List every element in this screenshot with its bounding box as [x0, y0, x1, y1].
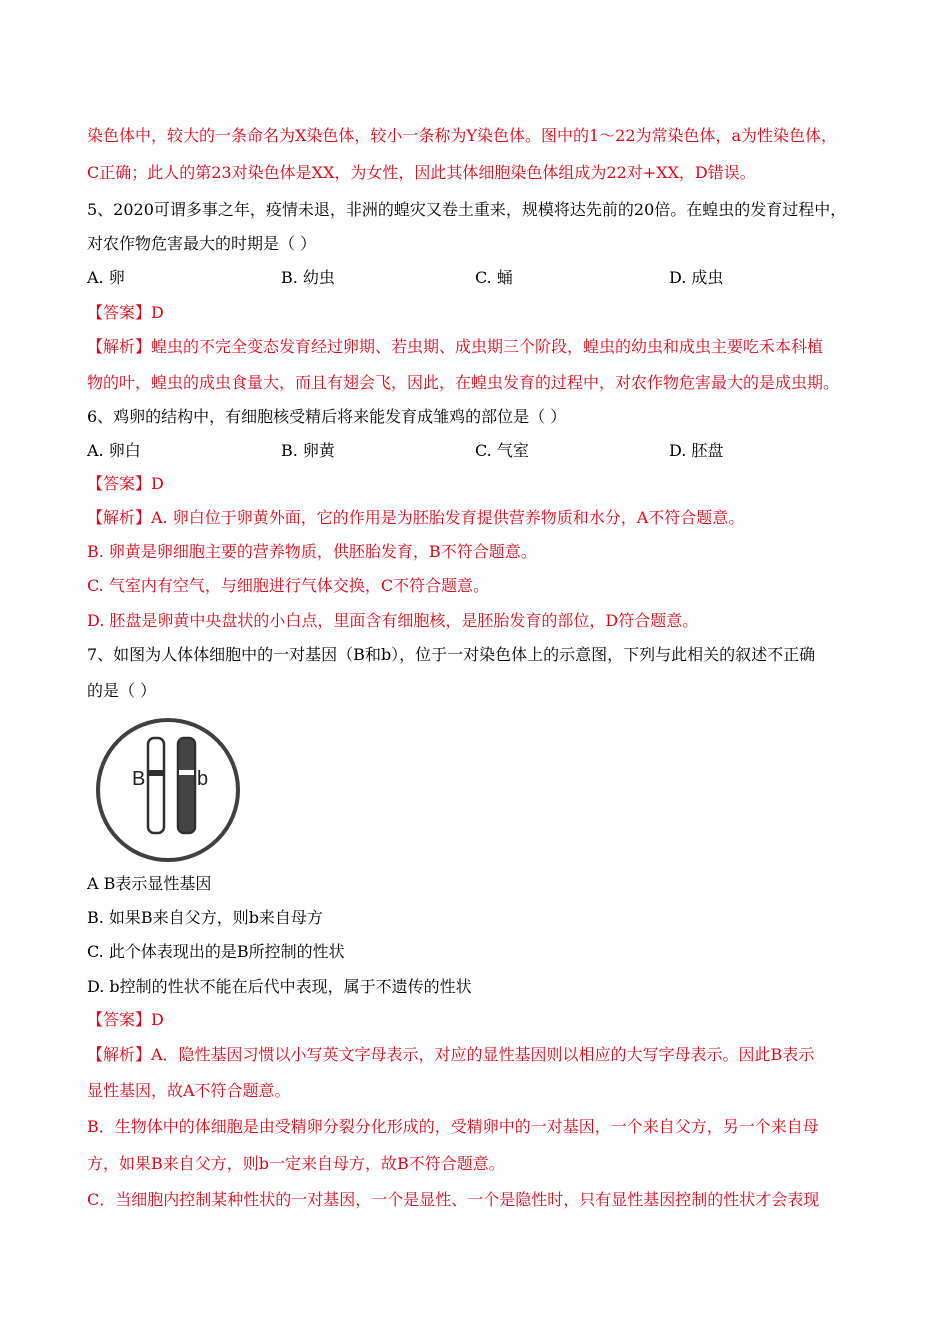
- q6-option-b: B. 卵黄: [281, 441, 335, 460]
- chromosome-left: [148, 738, 164, 833]
- q5-option-a: A. 卵: [87, 268, 125, 287]
- q7-analysis-line-2: 显性基因，故A不符合题意。: [87, 1081, 291, 1100]
- q5-option-b: B. 幼虫: [281, 268, 335, 287]
- q7-answer-value: D: [151, 1010, 164, 1029]
- q5-answer: [87, 303, 164, 323]
- q7-analysis-line-4: 方，如果B来自父方，则b一定来自母方，故B不符合题意。: [87, 1154, 505, 1173]
- q7-stem-line-2: 的是（ ）: [87, 681, 157, 700]
- q6-analysis-line-4: D. 胚盘是卵黄中央盘状的小白点，里面含有细胞核，是胚胎发育的部位，D符合题意。: [87, 611, 699, 630]
- q7-analysis-line-1: 【解析】A．隐性基因习惯以小写英文字母表示，对应的显性基因则以相应的大写字母表示。因此B表示: [87, 1045, 815, 1064]
- q6-answer-value: D: [151, 474, 164, 493]
- gene-band-b: [179, 770, 194, 775]
- q6-option-d: D. 胚盘: [669, 441, 724, 460]
- q6-stem: 6、鸡卵的结构中，有细胞核受精后将来能发育成雏鸡的部位是（ ）: [87, 407, 567, 426]
- q5-analysis-line-1: 【解析】蝗虫的不完全变态发育经过卵期、若虫期、成虫期三个阶段，蝗虫的幼虫和成虫主要吃禾本科植: [87, 337, 824, 356]
- q6-analysis-line-1: 【解析】A. 卵白位于卵黄外面，它的作用是为胚胎发育提供营养物质和水分，A不符合题意。: [87, 508, 745, 527]
- q5-answer-label: 【答案】: [87, 303, 152, 322]
- analysis-continuation-line-2: C正确；此人的第23对染色体是XX，为女性，因此其体细胞染色体组成为22对+XX，D错误。: [87, 163, 756, 182]
- gene-label-b: b: [197, 768, 209, 790]
- q7-option-a: A B表示显性基因: [87, 874, 212, 893]
- chromosome-diagram: [94, 718, 242, 866]
- q7-answer: [87, 1010, 164, 1030]
- gene-label-B: B: [132, 768, 146, 790]
- q7-answer-label: 【答案】: [87, 1010, 152, 1029]
- q6-answer-label: 【答案】: [87, 474, 152, 493]
- q5-option-d: D. 成虫: [669, 268, 724, 287]
- q6-analysis-line-3: C. 气室内有空气，与细胞进行气体交换，C不符合题意。: [87, 576, 490, 595]
- q7-analysis-line-3: B．生物体中的体细胞是由受精卵分裂分化形成的，受精卵中的一对基因，一个来自父方，另一个来自母: [87, 1117, 819, 1136]
- gene-band-B: [148, 770, 164, 776]
- q7-option-b: B. 如果B来自父方，则b来自母方: [87, 908, 323, 927]
- q5-answer-value: D: [151, 303, 164, 322]
- q5-analysis-line-2: 物的叶，蝗虫的成虫食量大，而且有翅会飞，因此，在蝗虫发育的过程中，对农作物危害最大的是成虫期。: [87, 373, 840, 392]
- q5-stem-line-1: 5、2020可谓多事之年，疫情未退，非洲的蝗灾又卷土重来，规模将达先前的20倍。在蝗虫的发育过程中，: [87, 200, 847, 219]
- cell-outline: [98, 720, 238, 860]
- q5-stem-line-2: 对农作物危害最大的时期是（ ）: [87, 234, 317, 253]
- q7-stem-line-1: 7、如图为人体体细胞中的一对基因（B和b），位于一对染色体上的示意图，下列与此相关的叙述不正确: [87, 645, 816, 664]
- q6-answer: [87, 474, 164, 494]
- q6-option-a: A. 卵白: [87, 441, 141, 460]
- q6-analysis-line-2: B. 卵黄是卵细胞主要的营养物质，供胚胎发育，B不符合题意。: [87, 542, 537, 561]
- analysis-continuation-line-1: 染色体中，较大的一条命名为X染色体，较小一条称为Y染色体。图中的1～22为常染色体，a为性染色体，: [87, 126, 838, 145]
- chromosome-pair-figure: [94, 718, 242, 866]
- q6-option-c: C. 气室: [475, 441, 529, 460]
- q7-analysis-line-5: C．当细胞内控制某种性状的一对基因，一个是显性、一个是隐性时，只有显性基因控制的性状才会表现: [87, 1190, 820, 1209]
- q5-option-c: C. 蛹: [475, 268, 513, 287]
- q7-option-c: C. 此个体表现出的是B所控制的性状: [87, 942, 345, 961]
- q7-option-d: D. b控制的性状不能在后代中表现，属于不遗传的性状: [87, 977, 472, 996]
- chromosome-right: [178, 738, 195, 833]
